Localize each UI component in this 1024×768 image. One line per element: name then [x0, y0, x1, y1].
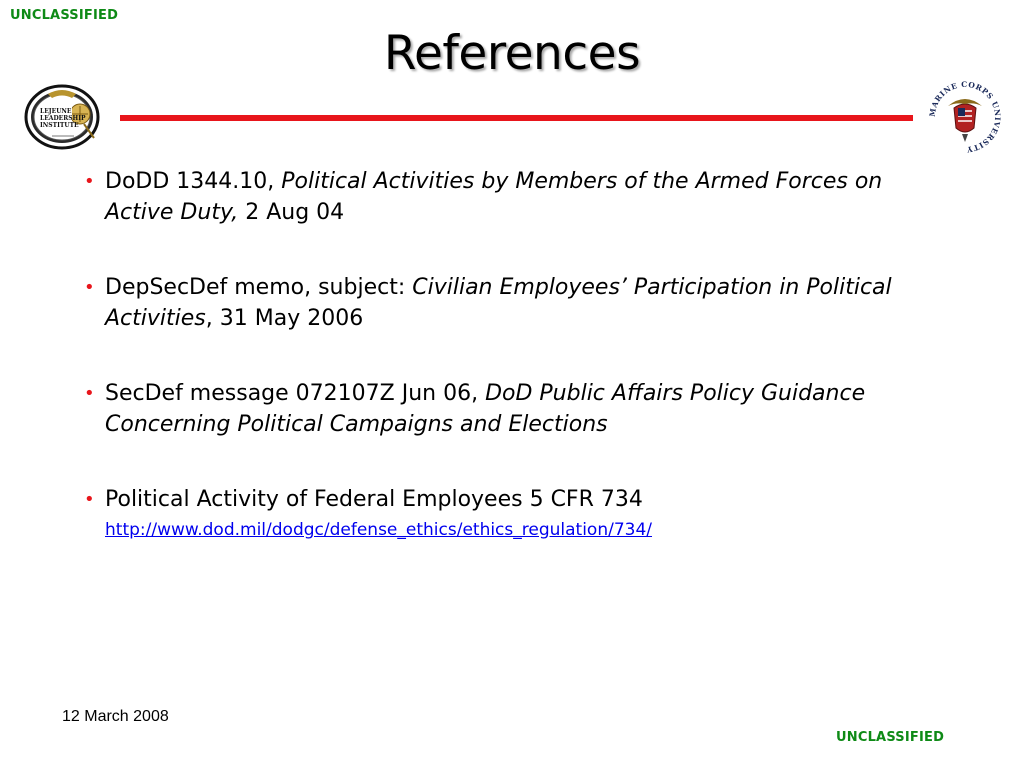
reference-title: Civilian Employees’ Participation in Political Activities — [105, 275, 892, 331]
reference-link-line — [105, 517, 910, 544]
reference-suffix: , 31 May 2006 — [205, 306, 364, 331]
list-item — [80, 166, 910, 228]
page-title: References — [383, 26, 641, 81]
classification-top: UNCLASSIFIED — [10, 8, 119, 23]
lejeune-seal-icon — [24, 84, 104, 150]
svg-text:LEADERSHIP: LEADERSHIP — [40, 115, 86, 122]
lejeune-leadership-institute-logo — [24, 84, 104, 150]
classification-bottom: UNCLASSIFIED — [836, 730, 945, 745]
list-item — [80, 484, 910, 544]
bullet-icon: • — [84, 489, 95, 510]
svg-text:MARINE CORPS UNIVERSITY: MARINE CORPS UNIVERSITY — [927, 79, 1003, 155]
reference-prefix: Political Activity of Federal Employees 5 CFR 734 — [105, 487, 643, 512]
marine-corps-university-logo — [926, 78, 1004, 156]
list-item — [80, 378, 910, 440]
reference-title: DoD Public Affairs Policy Guidance Concerning Political Campaigns and Elections — [105, 381, 866, 437]
title-underline-rule — [120, 115, 913, 121]
reference-prefix: DoDD 1344.10, — [105, 169, 282, 194]
reference-list — [80, 166, 910, 544]
footer-date: 12 March 2008 — [62, 708, 169, 725]
bullet-icon: • — [84, 171, 95, 192]
bullet-icon: • — [84, 383, 95, 404]
list-item — [80, 272, 910, 334]
svg-text:LEJEUNE: LEJEUNE — [40, 108, 72, 115]
marine-corps-university-seal-icon — [926, 78, 1004, 156]
svg-text:INSTITUTE: INSTITUTE — [40, 122, 79, 129]
bullet-icon: • — [84, 277, 95, 298]
reference-suffix: 2 Aug 04 — [238, 200, 345, 225]
reference-prefix: SecDef message 072107Z Jun 06, — [105, 381, 486, 406]
reference-title: Political Activities by Members of the Armed Forces on Active Duty, — [105, 169, 883, 225]
cfr-734-link[interactable]: http://www.dod.mil/dodgc/defense_ethics/ethics_regulation/734/ — [105, 520, 653, 540]
reference-prefix: DepSecDef memo, subject: — [105, 275, 413, 300]
